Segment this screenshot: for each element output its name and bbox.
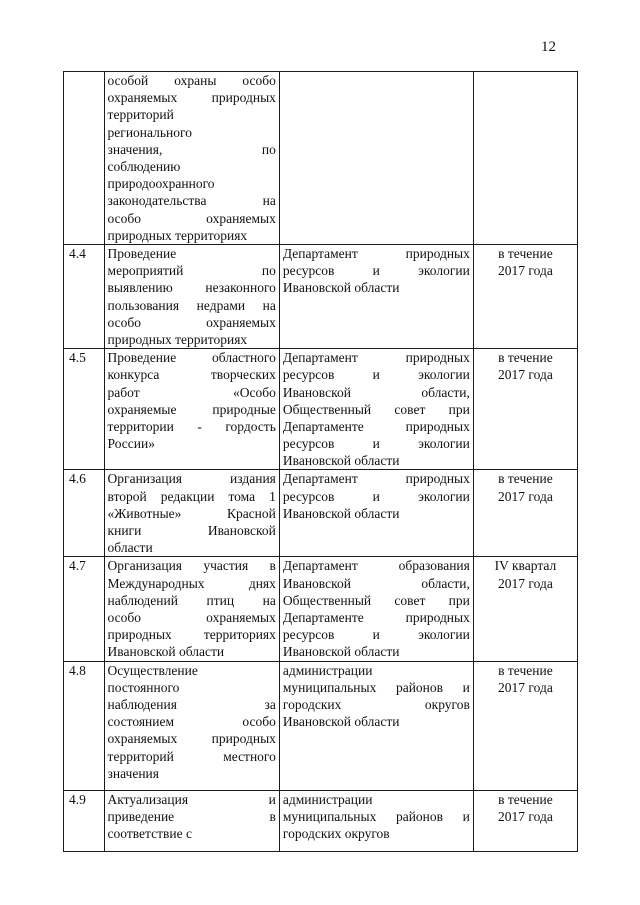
table-row-continuation: [64, 72, 578, 245]
activity-cell-line: природных территориях: [107, 627, 276, 643]
activity-cell-line: приведение в: [107, 808, 276, 824]
activity-cell-line: соблюдению: [107, 158, 181, 174]
activity-cell-line: мероприятий по: [107, 263, 276, 279]
item-number: [64, 72, 105, 245]
activity-cell-line: работ «Особо: [107, 384, 276, 400]
activity-cell-line: природоохранного: [107, 176, 215, 192]
activity-cell-line: постоянного: [107, 679, 180, 695]
term-cell-line: в течение: [498, 246, 553, 261]
activity-cell-line: выявлению незаконного: [107, 280, 276, 296]
activity-cell-line: второй редакции тома 1: [107, 488, 276, 504]
responsible-cell-line: Ивановской области: [282, 644, 400, 660]
responsible-cell-line: Ивановской области,: [282, 575, 470, 591]
responsible-cell-line: городских округов: [282, 825, 390, 841]
table-row: [64, 245, 578, 349]
term-cell: [473, 661, 577, 790]
activity-cell-line: охраняемые природные: [107, 401, 276, 417]
page-number: 12: [541, 39, 556, 55]
responsible-cell-line: Ивановской области: [282, 280, 400, 296]
responsible-cell-line: Департамент природных: [282, 471, 470, 487]
activity-cell-line: значения: [107, 765, 159, 781]
term-cell-line: IV квартал: [494, 558, 557, 574]
responsible-cell-line: ресурсов и экологии: [282, 263, 470, 279]
activity-cell-line: книги Ивановской: [107, 523, 276, 538]
activity-cell-line: наблюдений птиц на: [107, 592, 276, 608]
responsible-cell-line: Общественный совет при: [282, 592, 470, 608]
action-plan-table: [63, 71, 578, 852]
term-cell-line: в течение: [498, 662, 553, 678]
responsible-cell: [279, 470, 473, 557]
responsible-cell-line: Ивановской области,: [282, 384, 470, 400]
activity-cell-line: пользования недрами на: [107, 297, 276, 313]
responsible-cell-line: ресурсов и экологии: [282, 436, 470, 452]
table-row: [64, 349, 578, 470]
activity-cell-line: Актуализация и: [107, 791, 276, 807]
term-cell: [473, 349, 577, 470]
activity-cell-line: наблюдения за: [107, 696, 276, 712]
responsible-cell: [279, 790, 473, 851]
activity-cell-line: особо охраняемых: [107, 210, 276, 226]
activity-cell-line: особо охраняемых: [107, 314, 276, 330]
responsible-cell-line: муниципальных районов и: [282, 808, 470, 824]
activity-cell: [104, 557, 279, 661]
responsible-cell-line: Ивановской области: [282, 505, 400, 521]
activity-cell: [104, 72, 279, 245]
term-cell-line: в течение: [498, 791, 553, 807]
term-cell-line: 2017 года: [498, 367, 553, 383]
responsible-cell-line: ресурсов и экологии: [282, 488, 470, 504]
activity-cell-line: особо охраняемых: [107, 610, 276, 625]
activity-cell: [104, 470, 279, 557]
responsible-cell-line: Департамент природных: [282, 350, 470, 366]
table-row: [64, 470, 578, 557]
activity-cell-line: России»: [107, 436, 155, 452]
item-number: 4.9: [64, 790, 105, 851]
activity-cell-line: природных территориях: [107, 331, 248, 347]
table-row: [64, 661, 578, 790]
activity-cell: [104, 661, 279, 790]
responsible-cell-line: Департаменте природных: [282, 418, 470, 434]
activity-cell-line: конкурса творческих: [107, 367, 276, 383]
activity-cell-line: Проведение: [107, 246, 177, 261]
activity-cell-line: особой охраны особо: [107, 73, 276, 88]
activity-cell-line: Проведение областного: [107, 350, 276, 366]
term-cell: [473, 245, 577, 349]
term-cell: [473, 470, 577, 557]
responsible-cell: [279, 349, 473, 470]
activity-cell-line: Международных днях: [107, 575, 276, 591]
responsible-cell-line: Ивановской области: [282, 714, 400, 730]
term-cell-line: в течение: [498, 471, 553, 487]
responsible-cell-line: муниципальных районов и: [282, 679, 470, 695]
responsible-cell-line: Департаменте природных: [282, 610, 470, 625]
activity-cell-line: значения, по: [107, 141, 276, 157]
activity-cell-line: соответствие с: [107, 825, 192, 841]
responsible-cell: [279, 72, 473, 245]
term-cell-line: 2017 года: [498, 679, 553, 695]
activity-cell-line: территории - гордость: [107, 418, 276, 434]
activity-cell-line: «Животные» Красной: [107, 505, 276, 521]
table-body: [64, 72, 578, 852]
responsible-cell: [279, 557, 473, 661]
activity-cell-line: регионального: [107, 124, 192, 140]
activity-cell-line: Ивановской области: [107, 644, 225, 660]
responsible-cell-line: администрации: [282, 662, 373, 678]
activity-cell-line: природных территориях: [107, 227, 248, 243]
term-cell: [473, 790, 577, 851]
responsible-cell-line: Общественный совет при: [282, 401, 470, 417]
item-number: 4.8: [64, 661, 105, 790]
activity-cell-line: охраняемых природных: [107, 90, 276, 106]
activity-cell: [104, 349, 279, 470]
responsible-cell-line: администрации: [282, 791, 373, 807]
term-cell-line: в течение: [498, 350, 553, 366]
term-cell-line: 2017 года: [498, 263, 553, 279]
activity-cell-line: территорий: [107, 107, 174, 123]
item-number: 4.4: [64, 245, 105, 349]
activity-cell-line: области: [107, 540, 153, 556]
item-number: 4.7: [64, 557, 105, 661]
activity-cell-line: состоянием особо: [107, 714, 276, 730]
term-cell: [473, 557, 577, 661]
responsible-cell-line: ресурсов и экологии: [282, 627, 470, 643]
activity-cell: [104, 790, 279, 851]
term-cell-line: 2017 года: [498, 488, 553, 504]
responsible-cell-line: ресурсов и экологии: [282, 367, 470, 383]
term-cell-line: 2017 года: [498, 575, 553, 591]
item-number: 4.5: [64, 349, 105, 470]
responsible-cell-line: Ивановской области: [282, 453, 400, 469]
activity-cell-line: Осуществление: [107, 662, 198, 678]
activity-cell-line: охраняемых природных: [107, 731, 276, 747]
responsible-cell-line: Департамент природных: [282, 246, 470, 261]
activity-cell-line: Организация участия в: [107, 558, 276, 574]
item-number: 4.6: [64, 470, 105, 557]
responsible-cell: [279, 661, 473, 790]
responsible-cell-line: Департамент образования: [282, 558, 470, 574]
responsible-cell: [279, 245, 473, 349]
term-cell: [473, 72, 577, 245]
activity-cell-line: Организация издания: [107, 471, 276, 487]
table-row: [64, 790, 578, 851]
term-cell-line: 2017 года: [498, 808, 553, 824]
activity-cell: [104, 245, 279, 349]
activity-cell-line: территорий местного: [107, 748, 276, 764]
responsible-cell-line: городских округов: [282, 696, 470, 712]
activity-cell-line: законодательства на: [107, 193, 276, 209]
table-row: [64, 557, 578, 661]
